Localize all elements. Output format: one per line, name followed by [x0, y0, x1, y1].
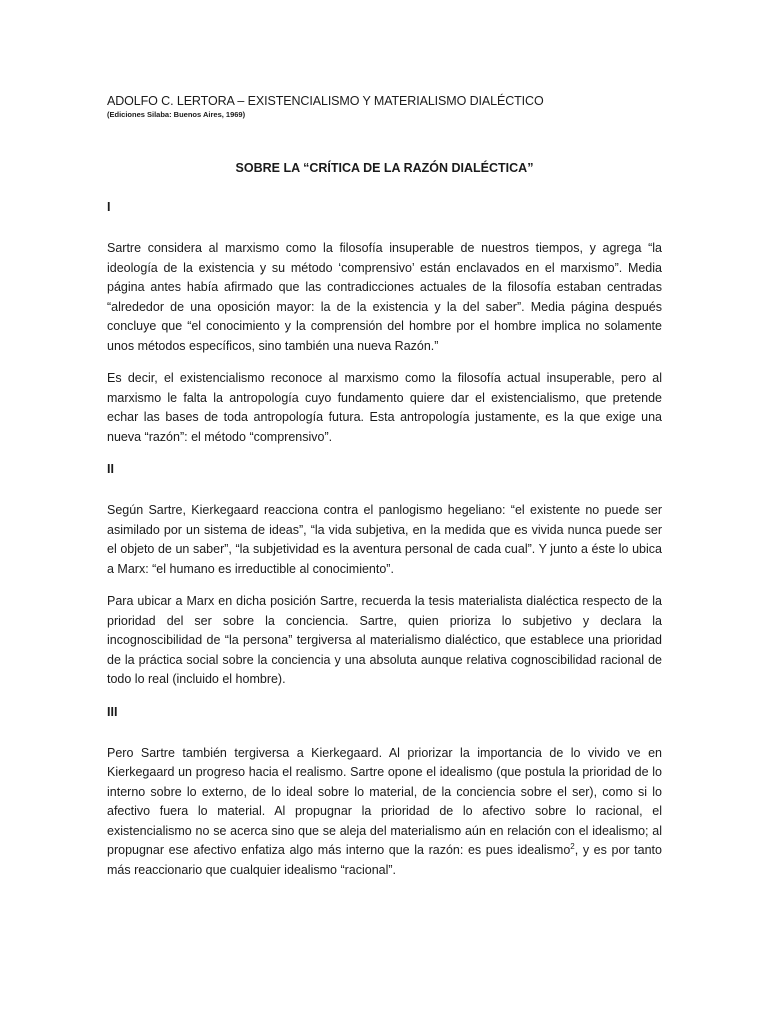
paragraph-2-2: Para ubicar a Marx en dicha posición Sartre, recuerda la tesis materialista dialéctica respecto de la prioridad del ser sobre la conciencia. Sartre, quien prioriza lo subjetivo y declara la incognoscibilidad de “la persona” tergiversa al materialismo dialéctico, que establece una prioridad de la práctica social sobre la conciencia y una absoluta aunque relativa cognoscibilidad racional de todo lo real (incluido el hombre).	[107, 594, 662, 686]
paragraph-1-1: Sartre considera al marxismo como la filosofía insuperable de nuestros tiempos, y agrega “la ideología de la existencia y su método ‘comprensivo’ están enclavados en el marxismo”. Media página antes había afirmado que las contradicciones actuales de la filosofía estaban centradas “alrededor de una oposición mayor: la de la existencia y la del saber”. Media página después concluye que “el conocimiento y la comprensión del hombre por el hombre implica no solamente unos métodos específicos, sino también una nueva Razón.”	[107, 241, 662, 353]
paragraph-2-1: Según Sartre, Kierkegaard reacciona contra el panlogismo hegeliano: “el existente no puede ser asimilado por un sistema de ideas”, “la vida subjetiva, en la medida que es vivida nunca puede ser el objeto de un saber”, “la subjetividad es la aventura personal de cada cual”. Y junto a éste lo ubica a Marx: “el humano es irreductible al conocimiento”.	[107, 503, 662, 576]
paragraph-3-1	[107, 744, 662, 881]
section-heading: SOBRE LA “CRÍTICA DE LA RAZÓN DIALÉCTICA”	[235, 161, 534, 175]
footnote-marker[interactable]: 2	[570, 841, 575, 851]
document-page	[107, 93, 662, 880]
paragraph-1-2: Es decir, el existencialismo reconoce al marxismo como la filosofía actual insuperable, pero al marxismo le falta la antropología cuyo fundamento quiere dar el existencialismo, que pretende echar las bases de toda antropología futura. Esta antropología justamente, es la que exige una nueva “razón”: el método “comprensivo”.	[107, 371, 662, 444]
document-title: ADOLFO C. LERTORA – EXISTENCIALISMO Y MATERIALISMO DIALÉCTICO	[107, 94, 544, 108]
document-publication-info: (Ediciones Silaba: Buenos Aires, 1969)	[107, 110, 246, 119]
paragraph-3-1-text: Pero Sartre también tergiversa a Kierkegaard. Al priorizar la importancia de lo vivido ve en Kierkegaard un progreso hacia el realismo. Sartre opone el idealismo (que postula la prioridad de lo interno sobre lo externo, de lo ideal sobre lo material, de la conciencia sobre el ser), como si lo afectivo fuera lo material. Al propugnar la prioridad de lo afectivo sobre lo racional, el existencialismo no se acerca sino que se aleja del materialismo aún en relación con el idealismo; al propugnar ese afectivo enfatiza algo más interno que la razón: es pues idealismo	[107, 745, 662, 857]
paragraph-3-1-tail: , y es por tanto más reaccionario que cualquier idealismo “racional”.	[107, 843, 662, 877]
section-numeral-1: I	[107, 200, 111, 214]
section-numeral-3: III	[107, 704, 118, 719]
section-numeral-2: II	[107, 462, 114, 476]
